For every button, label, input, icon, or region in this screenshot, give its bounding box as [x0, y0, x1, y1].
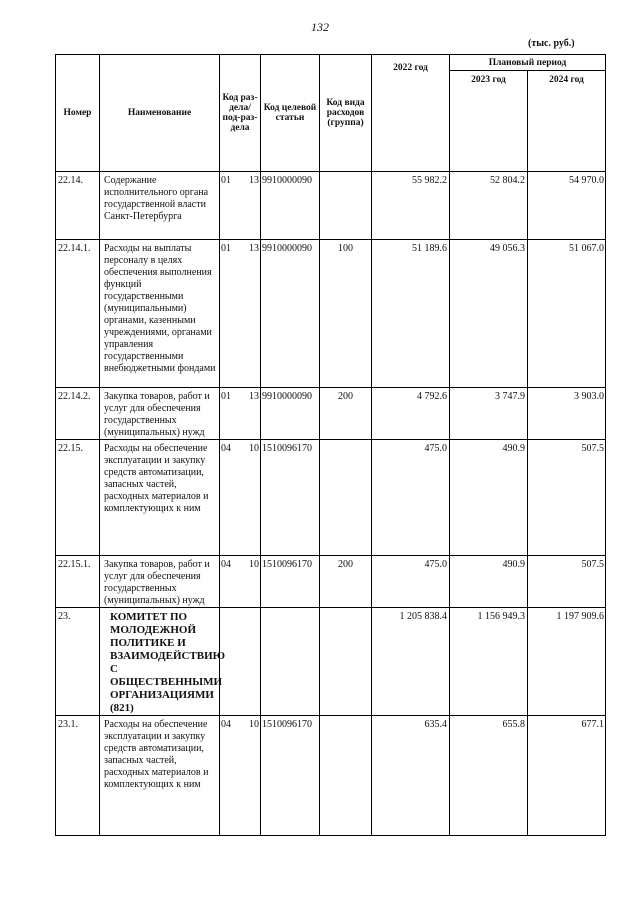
row-name: Расходы на обеспечение эксплуатации и закупку средств автоматизации, запасных частей, расходных материалов и комплектующих к ним — [100, 440, 220, 556]
row-expense-type: 200 — [320, 556, 372, 608]
header-2022: 2022 год — [372, 55, 450, 172]
table-row — [56, 240, 606, 388]
row-value-2024: 3 903.0 — [528, 388, 606, 440]
row-number: 22.15.1. — [56, 556, 100, 608]
row-value-2024: 1 197 909.6 — [528, 608, 606, 716]
row-target-code: 1510096170 — [261, 440, 320, 556]
row-expense-type — [320, 440, 372, 556]
subsection-code: 10 — [249, 443, 259, 454]
row-value-2023: 490.9 — [450, 556, 528, 608]
row-name: Расходы на выплаты персоналу в целях обеспечения выполнения функций государственными (муниципальными) органами, казенными учреждениями, органами управления государственными внебюджетными фондами — [100, 240, 220, 388]
row-expense-type — [320, 608, 372, 716]
row-value-2023: 52 804.2 — [450, 172, 528, 240]
header-cs: Код целевой статьи — [261, 55, 320, 172]
header-2024: 2024 год — [528, 71, 606, 172]
section-code: 04 — [221, 719, 231, 730]
row-expense-type — [320, 716, 372, 836]
row-value-2024: 677.1 — [528, 716, 606, 836]
row-value-2022: 51 189.6 — [372, 240, 450, 388]
table-row — [56, 388, 606, 440]
subsection-code: 13 — [249, 175, 259, 186]
row-number: 23. — [56, 608, 100, 716]
subsection-code: 10 — [249, 719, 259, 730]
row-target-code: 9910000090 — [261, 172, 320, 240]
row-name: Расходы на обеспечение эксплуатации и закупку средств автоматизации, запасных частей, расходных материалов и комплектующих к ним — [100, 716, 220, 836]
row-value-2022: 4 792.6 — [372, 388, 450, 440]
budget-table — [55, 54, 606, 836]
row-target-code: 9910000090 — [261, 240, 320, 388]
page-number: 132 — [311, 20, 329, 34]
row-number: 22.14.1. — [56, 240, 100, 388]
row-section-code — [220, 716, 261, 836]
section-code: 01 — [221, 175, 231, 186]
row-target-code — [261, 608, 320, 716]
row-value-2024: 51 067.0 — [528, 240, 606, 388]
row-number: 22.14. — [56, 172, 100, 240]
units-label: (тыс. руб.) — [528, 38, 575, 49]
row-section-code — [220, 608, 261, 716]
subsection-code: 13 — [249, 391, 259, 402]
row-name: Закупка товаров, работ и услуг для обеспечения государственных (муниципальных) нужд — [100, 556, 220, 608]
subsection-code: 10 — [249, 559, 259, 570]
row-value-2023: 490.9 — [450, 440, 528, 556]
table-row — [56, 556, 606, 608]
row-value-2022: 475.0 — [372, 556, 450, 608]
row-value-2023: 1 156 949.3 — [450, 608, 528, 716]
row-expense-type: 100 — [320, 240, 372, 388]
row-name: КОМИТЕТ ПО МОЛОДЕЖНОЙ ПОЛИТИКЕ И ВЗАИМОДЕЙСТВИЮ С ОБЩЕСТВЕННЫМИ ОРГАНИЗАЦИЯМИ (821) — [100, 608, 220, 716]
header-name: Наименование — [100, 55, 220, 172]
row-section-code — [220, 556, 261, 608]
row-number: 22.14.2. — [56, 388, 100, 440]
row-section-code — [220, 240, 261, 388]
header-num: Номер — [56, 55, 100, 172]
row-number: 23.1. — [56, 716, 100, 836]
section-code: 01 — [221, 243, 231, 254]
row-target-code: 1510096170 — [261, 716, 320, 836]
section-code: 04 — [221, 559, 231, 570]
row-target-code: 9910000090 — [261, 388, 320, 440]
section-code: 04 — [221, 443, 231, 454]
row-number: 22.15. — [56, 440, 100, 556]
subsection-code: 13 — [249, 243, 259, 254]
row-value-2024: 507.5 — [528, 440, 606, 556]
row-section-code — [220, 388, 261, 440]
row-value-2024: 54 970.0 — [528, 172, 606, 240]
row-name: Закупка товаров, работ и услуг для обеспечения государственных (муниципальных) нужд — [100, 388, 220, 440]
section-code: 01 — [221, 391, 231, 402]
row-value-2024: 507.5 — [528, 556, 606, 608]
table-row — [56, 440, 606, 556]
row-section-code — [220, 440, 261, 556]
table-row — [56, 608, 606, 716]
table-row — [56, 172, 606, 240]
row-expense-type: 200 — [320, 388, 372, 440]
row-value-2023: 49 056.3 — [450, 240, 528, 388]
row-value-2022: 55 982.2 — [372, 172, 450, 240]
header-plan: Плановый период — [450, 55, 606, 71]
row-value-2022: 1 205 838.4 — [372, 608, 450, 716]
row-target-code: 1510096170 — [261, 556, 320, 608]
row-name: Содержание исполнительного органа государственной власти Санкт-Петербурга — [100, 172, 220, 240]
table-row — [56, 716, 606, 836]
row-value-2022: 635.4 — [372, 716, 450, 836]
row-section-code — [220, 172, 261, 240]
header-rz: Код раз-дела/ под-раз-дела — [220, 55, 261, 172]
row-value-2023: 3 747.9 — [450, 388, 528, 440]
header-vr: Код вида расходов (группа) — [320, 55, 372, 172]
row-expense-type — [320, 172, 372, 240]
header-2023: 2023 год — [450, 71, 528, 172]
row-value-2023: 655.8 — [450, 716, 528, 836]
row-value-2022: 475.0 — [372, 440, 450, 556]
